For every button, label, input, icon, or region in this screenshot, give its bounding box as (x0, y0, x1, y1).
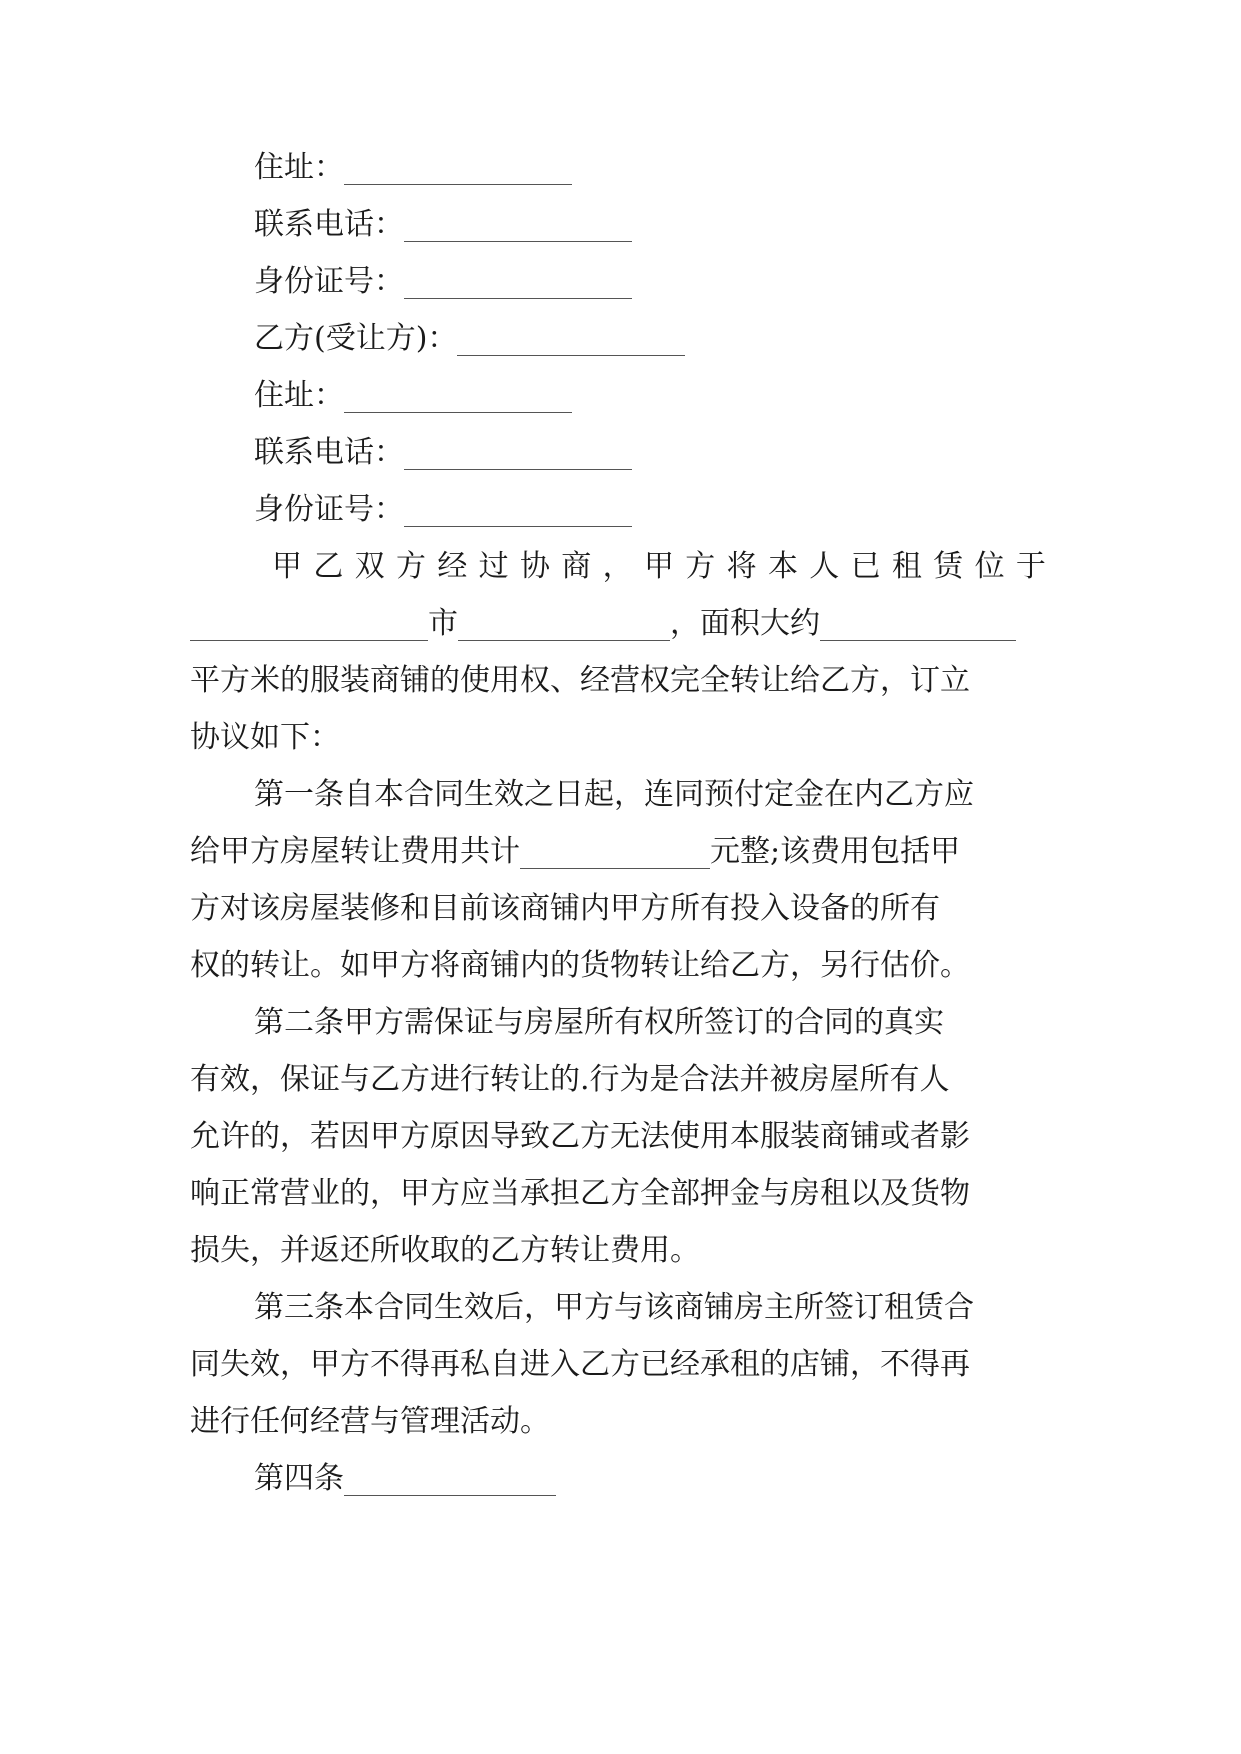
intro-char: 于 (1015, 549, 1046, 584)
article-2-line-1: 第二条甲方需保证与房屋所有权所签订的合同的真实 (254, 1005, 944, 1040)
intro-char: 方 (685, 549, 716, 584)
city-blank (190, 610, 428, 641)
fee-blank (520, 838, 710, 869)
party-b-id-blank (404, 496, 632, 527)
intro-char: 双 (354, 549, 385, 584)
party-b-address-row (254, 376, 572, 416)
party-b-address-blank (344, 382, 572, 413)
intro-char: 本 (767, 549, 798, 584)
intro-line-4: 协议如下： (190, 720, 340, 755)
article-3-line-3: 进行任何经营与管理活动。 (190, 1404, 550, 1439)
article-1-line-3: 方对该房屋装修和目前该商铺内甲方所有投入设备的所有 (190, 891, 940, 926)
party-a-phone-row (254, 205, 632, 245)
article-2-line-3: 允许的，若因甲方原因导致乙方无法使用本服装商铺或者影 (190, 1119, 970, 1154)
article-3-line-1: 第三条本合同生效后，甲方与该商铺房主所签订租赁合 (254, 1290, 974, 1325)
intro-line-3: 平方米的服装商铺的使用权、经营权完全转让给乙方，订立 (190, 663, 970, 698)
party-b-id-label: 身份证号： (254, 492, 404, 527)
party-a-id-label: 身份证号： (254, 264, 404, 299)
party-b-phone-row (254, 433, 632, 473)
article-1-fee-label: 给甲方房屋转让费用共计 (190, 834, 520, 869)
intro-char: ， (602, 549, 633, 584)
intro-line-2 (190, 604, 1046, 644)
intro-char: 协 (519, 549, 550, 584)
party-a-id-blank (404, 268, 632, 299)
intro-char: 赁 (933, 549, 964, 584)
party-a-phone-blank (404, 211, 632, 242)
intro-char: 位 (974, 549, 1005, 584)
intro-char: 方 (395, 549, 426, 584)
party-b-title-row (254, 319, 685, 359)
article-3-line-2: 同失效，甲方不得再私自进入乙方已经承租的店铺，不得再 (190, 1347, 970, 1382)
article-2-line-4: 响正常营业的，甲方应当承担乙方全部押金与房租以及货物 (190, 1176, 970, 1211)
party-b-title-label: 乙方(受让方)： (254, 321, 458, 356)
intro-char: 甲 (272, 549, 302, 584)
intro-char: 人 (809, 549, 840, 584)
article-2-line-5: 损失，并返还所收取的乙方转让费用。 (190, 1233, 700, 1268)
article-1-line-4: 权的转让。如甲方将商铺内的货物转让给乙方，另行估价。 (190, 948, 970, 983)
intro-char: 将 (726, 549, 757, 584)
article-4-line-1 (254, 1459, 556, 1499)
party-b-name-blank (457, 325, 685, 356)
intro-char: 经 (437, 549, 468, 584)
intro-char: 过 (478, 549, 509, 584)
intro-char: 乙 (313, 549, 344, 584)
city-label: 市 (428, 606, 458, 641)
intro-char: 商 (561, 549, 592, 584)
party-b-phone-label: 联系电话： (254, 435, 404, 470)
article-1-line-2 (190, 832, 1046, 872)
article-1-line-1: 第一条自本合同生效之日起，连同预付定金在内乙方应 (254, 777, 974, 812)
intro-line-1 (272, 547, 1046, 587)
intro-char: 已 (850, 549, 881, 584)
article-2-line-2: 有效，保证与乙方进行转让的.行为是合法并被房屋所有人 (190, 1062, 950, 1097)
intro-char: 租 (891, 549, 922, 584)
article-4-blank (344, 1465, 556, 1496)
party-a-address-row (254, 148, 572, 188)
party-b-id-row (254, 490, 632, 530)
intro-char: 甲 (643, 549, 674, 584)
location-blank (458, 610, 670, 641)
article-1-fee-suffix: 元整;该费用包括甲 (710, 834, 961, 869)
party-b-phone-blank (404, 439, 632, 470)
area-blank (820, 610, 1016, 641)
party-a-id-row (254, 262, 632, 302)
area-label: ，面积大约 (670, 606, 820, 641)
party-a-address-label: 住址： (254, 150, 344, 185)
party-a-phone-label: 联系电话： (254, 207, 404, 242)
article-4-label: 第四条 (254, 1461, 344, 1496)
party-b-address-label: 住址： (254, 378, 344, 413)
party-a-address-blank (344, 154, 572, 185)
